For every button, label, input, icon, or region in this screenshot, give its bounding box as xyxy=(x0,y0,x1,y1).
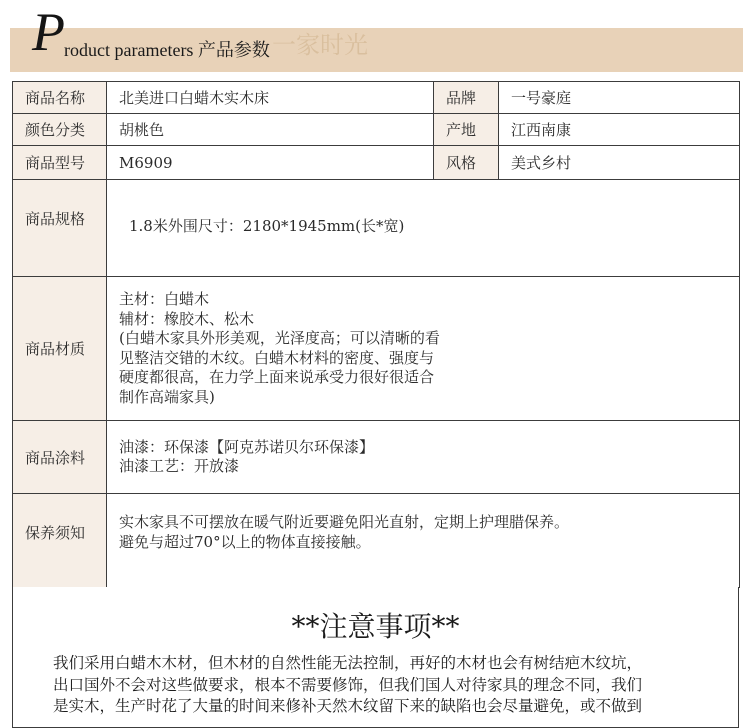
table-row xyxy=(13,114,740,146)
coating-line: 油漆工艺：开放漆 xyxy=(119,457,240,475)
parameters-table xyxy=(12,81,740,588)
care-line: 避免与超过70°以上的物体直接接触。 xyxy=(119,532,371,551)
material-label: 商品材质 xyxy=(13,277,107,421)
table-row xyxy=(13,277,740,421)
material-line: 见整洁交错的木纹。白蜡木材料的密度、强度与 xyxy=(119,348,435,367)
table-row xyxy=(13,146,740,180)
coating-value xyxy=(107,421,740,494)
color-value: 胡桃色 xyxy=(107,114,434,146)
style-label: 风格 xyxy=(434,146,499,180)
brand-label: 品牌 xyxy=(434,82,499,114)
notice-title: **注意事项** xyxy=(291,610,460,643)
model-label: 商品型号 xyxy=(13,146,107,180)
header-title: roduct parameters 产品参数 xyxy=(64,40,270,60)
table-row xyxy=(13,82,740,114)
material-line: 制作高端家具) xyxy=(119,387,215,406)
notice-section xyxy=(12,587,739,728)
brand-value: 一号豪庭 xyxy=(499,82,740,114)
style-value: 美式乡村 xyxy=(499,146,740,180)
table-row xyxy=(13,494,740,588)
table-row xyxy=(13,180,740,277)
table-row xyxy=(13,421,740,494)
origin-value: 江西南康 xyxy=(499,114,740,146)
coating-line: 油漆：环保漆【阿克苏诺贝尔环保漆】 xyxy=(119,437,375,456)
material-line: 辅材：橡胶木、松木 xyxy=(119,309,255,328)
care-line: 实木家具不可摆放在暖气附近要避免阳光直射，定期上护理腊保养。 xyxy=(119,513,570,531)
origin-label: 产地 xyxy=(434,114,499,146)
material-line: 硬度都很高，在力学上面来说承受力很好很适合 xyxy=(119,368,435,386)
material-line: 主材：白蜡木 xyxy=(119,290,210,308)
color-label: 颜色分类 xyxy=(13,114,107,146)
name-value: 北美进口白蜡木实木床 xyxy=(107,82,434,114)
material-line: (白蜡木家具外形美观，光泽度高；可以清晰的看 xyxy=(119,329,440,347)
spec-value: 1.8米外围尺寸：2180*1945mm(长*宽) xyxy=(107,180,740,277)
name-label: 商品名称 xyxy=(13,82,107,114)
care-value xyxy=(107,494,740,588)
notice-line: 出口国外不会对这些做要求，根本不需要修饰，但我们国人对待家具的理念不同，我们 xyxy=(53,675,643,694)
notice-line: 我们采用白蜡木木材，但木材的自然性能无法控制，再好的木材也会有树结疤木纹坑， xyxy=(53,654,643,672)
spec-label: 商品规格 xyxy=(13,180,107,277)
coating-label: 商品涂料 xyxy=(13,421,107,494)
notice-line: 是实木，生产时花了大量的时间来修补天然木纹留下来的缺陷也会尽量避免，或不做到 xyxy=(53,697,643,715)
material-value xyxy=(107,277,740,421)
watermark: 一家时光 xyxy=(272,31,368,59)
care-label: 保养须知 xyxy=(13,494,107,588)
header-big-letter: P xyxy=(32,2,65,62)
model-value: M6909 xyxy=(107,146,434,180)
